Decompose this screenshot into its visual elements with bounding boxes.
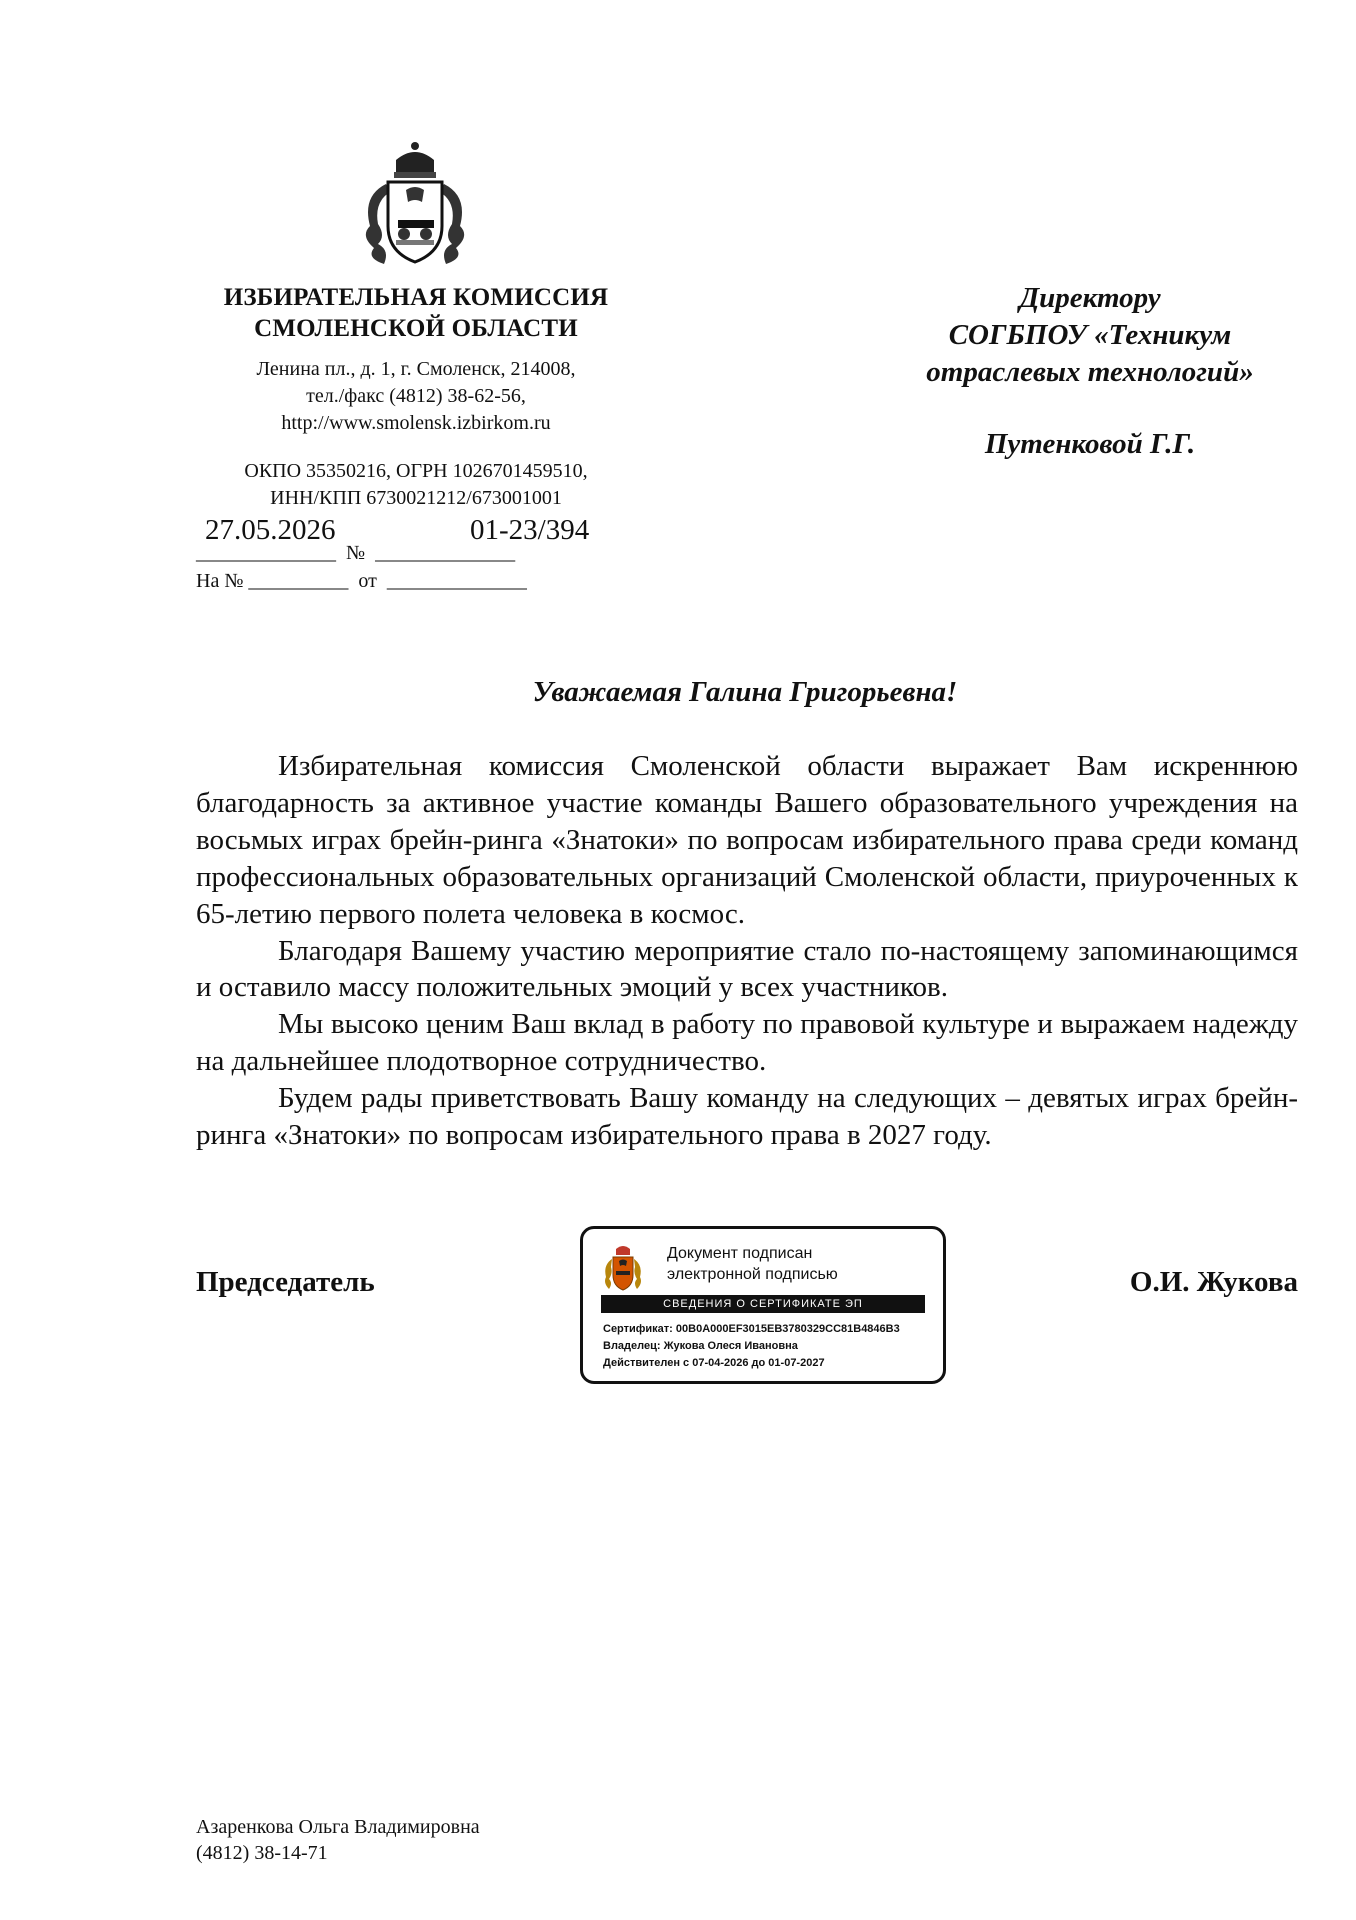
codes-line: ИНН/КПП 6730021212/673001001 <box>270 487 562 509</box>
executor <box>196 1814 480 1866</box>
signatory-role: Председатель <box>196 1266 375 1298</box>
addressee <box>880 280 1300 391</box>
greeting: Уважаемая Галина Григорьевна! <box>532 676 958 708</box>
coat-of-arms-small-icon <box>601 1243 645 1293</box>
paragraph: Будем рады приветствовать Вашу команду на следующих – девятых играх брейн-ринга «Знатоки» по вопросам избирательного права в 2027 году. <box>196 1082 1298 1152</box>
electronic-signature-stamp <box>580 1226 946 1384</box>
addressee-line: отраслевых технологий» <box>926 356 1254 388</box>
paragraph: Мы высоко ценим Ваш вклад в работу по правовой культуре и выражаем надежду на дальнейшее плодотворное сотрудничество. <box>196 1008 1298 1078</box>
certificate-validity: Действителен с 07-04-2026 до 01-07-2027 <box>603 1357 825 1369</box>
website-link[interactable]: http://www.smolensk.izbirkom.ru <box>281 412 551 434</box>
org-title <box>160 282 672 344</box>
letter-body <box>196 748 1298 1154</box>
org-title-line: ИЗБИРАТЕЛЬНАЯ КОМИССИЯ <box>223 284 609 311</box>
org-title-line: СМОЛЕНСКОЙ ОБЛАСТИ <box>254 315 578 342</box>
registration-number: 01-23/394 <box>470 514 590 546</box>
certificate-owner: Владелец: Жукова Олеся Ивановна <box>603 1340 798 1352</box>
addressee-line: Директору <box>1019 282 1161 314</box>
stamp-info <box>603 1321 900 1372</box>
codes-line: ОКПО 35350216, ОГРН 1026701459510, <box>244 460 588 482</box>
address-line: тел./факс (4812) 38-62-56, <box>306 385 526 407</box>
registration-row: ______________ № ______________ <box>196 542 516 564</box>
stamp-title-line: Документ подписан <box>667 1245 813 1262</box>
paragraph: Избирательная комиссия Смоленской области выражает Вам искреннюю благодарность за активное участие команды Вашего образовательного учреждения на восьмых играх брейн-ринга «Знатоки» по вопросам избирательного права среди команд профессиональных образовательных организаций Смоленской области, приуроченных к 65-летию первого полета человека в космос. <box>196 750 1298 930</box>
paragraph: Благодаря Вашему участию мероприятие стало по-настоящему запоминающимся и оставило массу положительных эмоций у всех участников. <box>196 934 1298 1004</box>
signatory-name: О.И. Жукова <box>1129 1266 1298 1298</box>
certificate-number: Сертификат: 00B0A000EF3015EB3780329CC81B4846B3 <box>603 1323 900 1335</box>
addressee-line: СОГБПОУ «Техникум <box>948 319 1232 351</box>
executor-name: Азаренкова Ольга Владимировна <box>196 1816 480 1838</box>
stamp-certificate-bar: СВЕДЕНИЯ О СЕРТИФИКАТЕ ЭП <box>601 1295 925 1313</box>
stamp-title-line: электронной подписью <box>667 1266 838 1283</box>
addressee-name: Путенковой Г.Г. <box>984 428 1196 460</box>
executor-phone: (4812) 38-14-71 <box>196 1842 328 1864</box>
registration-date: 27.05.2026 <box>205 514 336 546</box>
reference-row: На № __________ от ______________ <box>196 570 527 592</box>
coat-of-arms-icon <box>356 140 474 268</box>
address-line: Ленина пл., д. 1, г. Смоленск, 214008, <box>256 358 576 380</box>
org-codes <box>160 458 672 512</box>
stamp-title <box>667 1243 838 1285</box>
org-address <box>160 356 672 437</box>
